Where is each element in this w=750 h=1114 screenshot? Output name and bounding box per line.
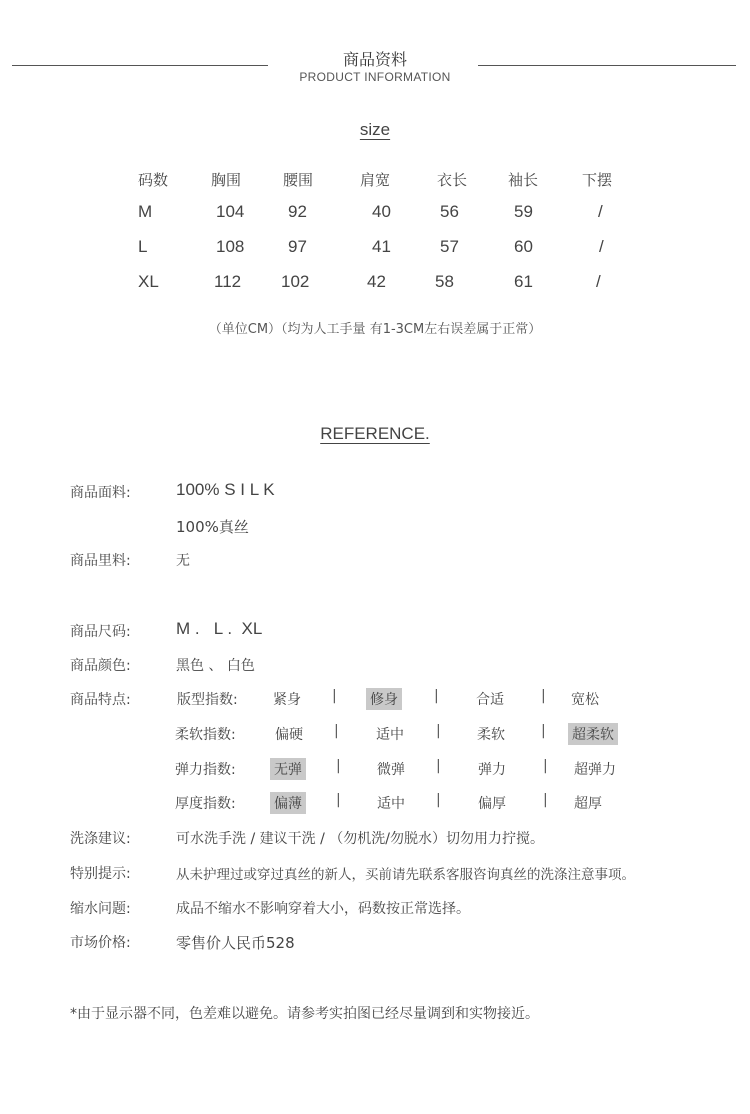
table-cell: M [138,202,153,221]
col-header-waist: 腰围 [283,171,314,189]
fabric-value-en: 100% S I L K [176,480,275,499]
wash-label: 洗涤建议: [70,831,131,847]
feature-option: 超厚 [574,796,602,812]
feature-option-selected: 偏薄 [270,792,306,814]
col-header-length: 衣长 [437,171,468,189]
size-note: （单位CM）（均为人工手量 有1-3CM左右误差属于正常） [208,322,542,337]
feature-option: 超弹力 [574,762,616,778]
feature-option: 紧身 [273,692,301,708]
table-cell: 57 [440,237,459,256]
divider: | [334,723,339,739]
feature-option: 柔软 [477,727,505,743]
table-cell: 59 [514,202,533,221]
feature-option-selected: 超柔软 [568,723,618,745]
divider: | [434,688,439,704]
feature-option: 弹力 [478,762,506,778]
col-header-size: 码数 [138,171,169,189]
divider: | [436,758,441,774]
table-cell: / [599,237,604,256]
wash-value: 可水洗手洗 / 建议干洗 / （勿机洗/勿脱水）切勿用力拧搅。 [176,831,544,847]
table-cell: 108 [216,237,245,256]
lining-value: 无 [176,553,190,569]
col-header-sleeve: 袖长 [508,171,539,189]
page-title: 商品资料 [342,50,407,69]
tip-value: 从未护理过或穿过真丝的新人，买前请先联系客服咨询真丝的洗涤注意事项。 [176,867,635,883]
divider: | [436,723,441,739]
feature-option-selected: 无弹 [270,758,306,780]
page-subtitle: PRODUCT INFORMATION [299,70,451,84]
col-header-hem: 下摆 [582,171,613,189]
table-cell: 58 [435,272,454,291]
table-cell: L [138,237,148,256]
table-cell: 42 [367,272,386,291]
feature-option: 偏硬 [275,727,303,743]
table-cell: 102 [281,272,310,291]
table-cell: 97 [288,237,307,256]
divider: | [332,688,337,704]
table-cell: / [598,202,603,221]
table-cell: 40 [372,202,391,221]
color-label: 商品颜色: [70,658,131,674]
col-header-chest: 胸围 [211,171,242,189]
feature-option: 宽松 [571,692,599,708]
reference-heading: REFERENCE. [320,424,430,443]
table-cell: 104 [216,202,245,221]
divider: | [436,792,441,808]
size-heading: size [359,120,391,139]
shrink-value: 成品不缩水不影响穿着大小，码数按正常选择。 [176,901,470,917]
fabric-value-cn: 100%真丝 [176,518,249,536]
feature-option: 适中 [376,727,404,743]
table-cell: 56 [440,202,459,221]
fabric-label: 商品面料: [70,485,131,501]
feature-option: 偏厚 [478,796,506,812]
feature-label: 商品特点: [70,692,131,708]
size-label: 商品尺码: [70,624,131,640]
col-header-shoulder: 肩宽 [360,171,391,189]
feature-option-selected: 修身 [366,688,402,710]
table-cell: 112 [214,272,242,291]
tip-label: 特别提示: [70,866,131,882]
divider: | [543,792,548,808]
color-value: 黑色 、 白色 [176,658,255,674]
divider: | [336,792,341,808]
feature-option: 合适 [476,692,504,708]
table-cell: 92 [288,202,307,221]
lining-label: 商品里料: [70,553,131,569]
feature-option: 微弹 [377,762,405,778]
feature-option: 适中 [377,796,405,812]
divider: | [543,758,548,774]
table-cell: 61 [514,272,533,291]
feature-name: 版型指数: [177,692,238,708]
divider: | [541,723,546,739]
divider: | [336,758,341,774]
size-value: M . L . XL [176,619,263,638]
table-cell: 60 [514,237,533,256]
shrink-label: 缩水问题: [70,901,131,917]
feature-name: 厚度指数: [175,796,236,812]
feature-name: 柔软指数: [175,727,236,743]
table-cell: XL [138,272,159,291]
divider: | [541,688,546,704]
table-cell: / [596,272,601,291]
table-cell: 41 [372,237,391,256]
price-value: 零售价人民币528 [176,934,295,952]
feature-name: 弹力指数: [175,762,236,778]
disclaimer: *由于显示器不同，色差难以避免。请参考实拍图已经尽量调到和实物接近。 [70,1006,539,1022]
price-label: 市场价格: [70,935,131,951]
